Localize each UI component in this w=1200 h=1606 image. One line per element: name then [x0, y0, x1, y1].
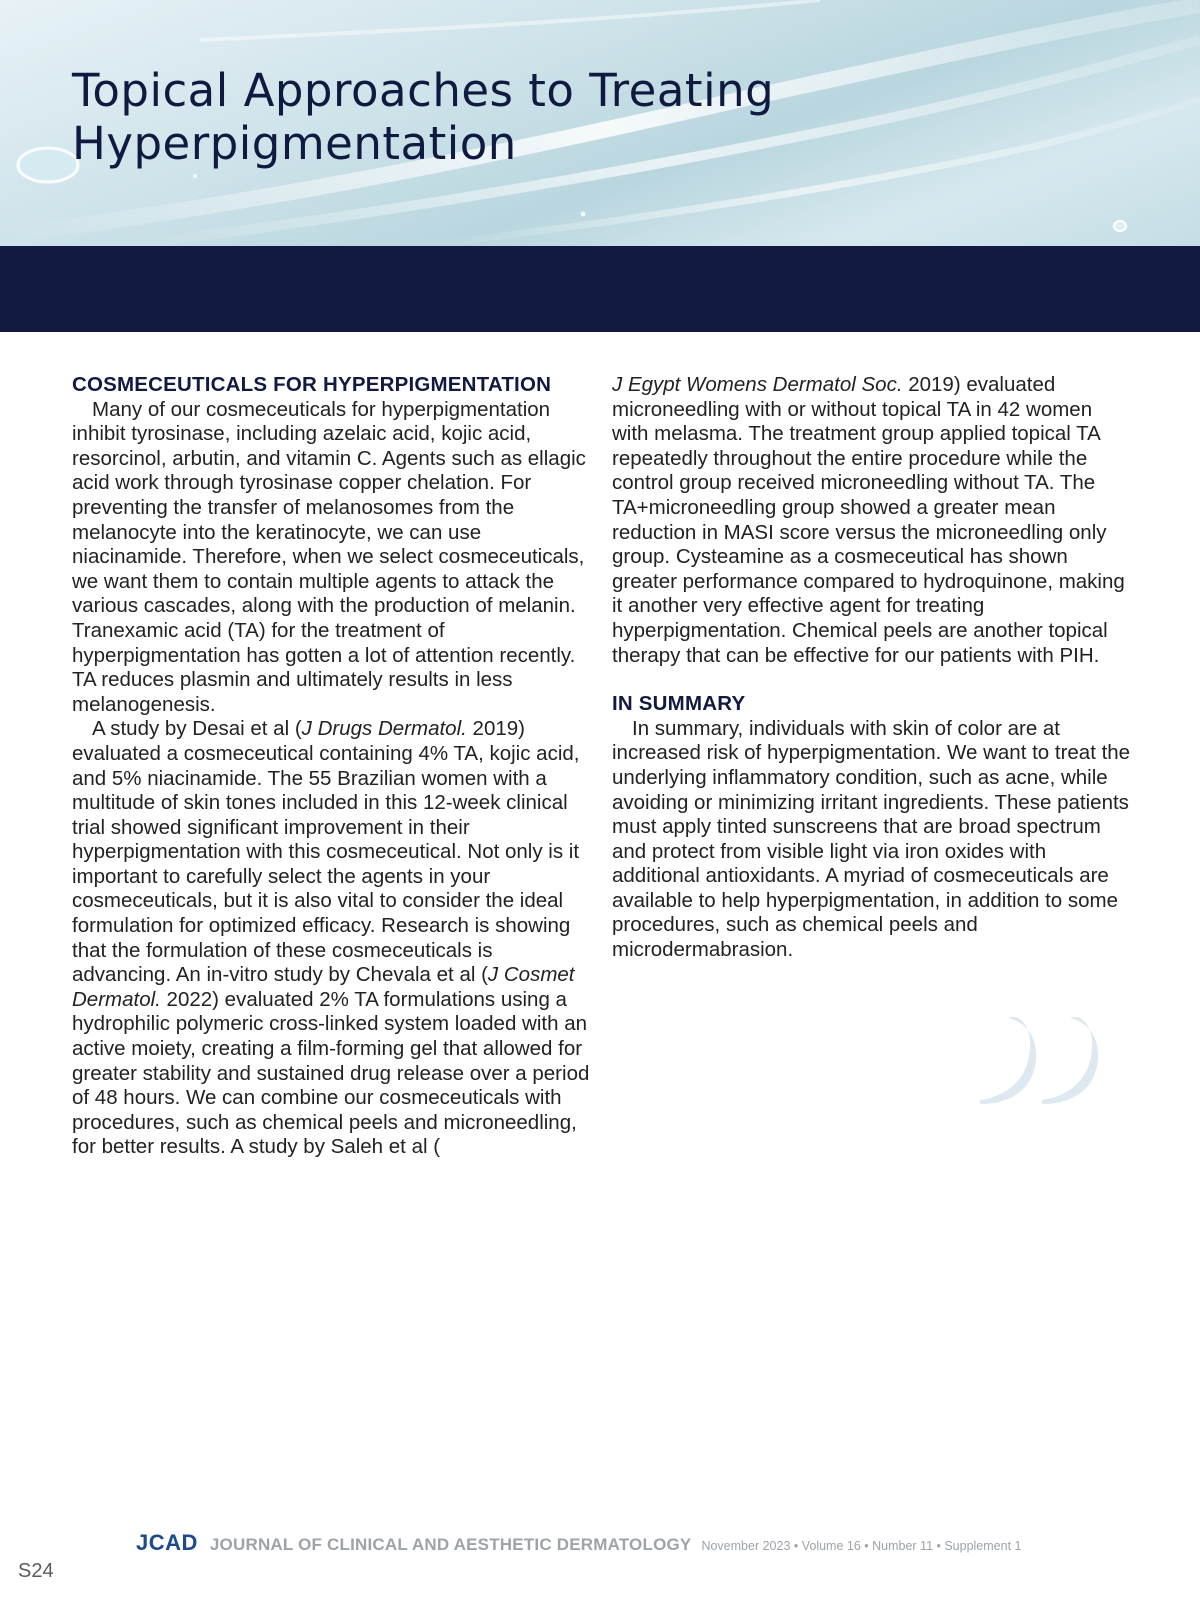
journal-footer [136, 1530, 1021, 1556]
closing-quote-icon [960, 1000, 1120, 1140]
section-heading-summary: IN SUMMARY [612, 692, 746, 716]
title-underbar [0, 246, 1200, 332]
small-droplet-icon [1114, 221, 1126, 231]
title-line-2: Hyperpigmentation [72, 117, 517, 170]
issue-info: November 2023 • Volume 16 • Number 11 • Supplement 1 [701, 1539, 1022, 1553]
paragraph-cosmeceuticals-1: Many of our cosmeceuticals for hyperpigmentation inhibit tyrosinase, including azelaic acid, kojic acid, resorcinol, arbutin, and vitamin C. Agents such as ellagic acid work through tyrosinase copper chelation. For preventing the transfer of melanosomes from the melanocyte into the keratinocyte, we can use niacinamide. Therefore, when we select cosmeceuticals, we want them to contain multiple agents to attack the various cascades, along with the production of melanin. Tranexamic acid (TA) for the treatment of hyperpigmentation has gotten a lot of attention recently. TA reduces plasmin and ultimately results in less melanogenesis. [72, 397, 586, 716]
citation-journal: J Drugs Dermatol. [301, 717, 467, 741]
article-title [72, 64, 774, 170]
title-line-1: Topical Approaches to Treating [72, 64, 775, 117]
paragraph-cosmeceuticals-2: A study by Desai et al (J Drugs Dermatol. 2019) evaluated a cosmeceutical containing 4% TA, kojic acid, and 5% niacinamide. The 55 Brazilian women with a multitude of skin tones included in this 12-week clinical trial showed significant improvement in their hyperpigmentation with this cosmeceutical. Not only is it important to carefully select the agents in your cosmeceuticals, but it is also vital to consider the ideal formulation for optimized efficacy. Research is showing that the formulation of these cosmeceuticals is advancing. An in-vitro study by Chevala et al (J Cosmet Dermatol. 2022) evaluated 2% TA formulations using a hydrophilic polymeric cross-linked system loaded with an active moiety, creating a film-forming gel that allowed for greater stability and sustained drug release over a period of 48 hours. We can combine our cosmeceuticals with procedures, such as chemical peels and microneedling, for better results. A study by Saleh et al ( [72, 717, 590, 1159]
citation-journal: J Egypt Womens Dermatol Soc. [612, 373, 903, 396]
citation-journal: J Cosmet Dermatol. [72, 963, 575, 1011]
jcad-logo: JCAD [136, 1530, 198, 1555]
paragraph-cosmeceuticals-2-continued: J Egypt Womens Dermatol Soc. 2019) evaluated microneedling with or without topical TA in 42 women with melasma. The treatment group applied topical TA repeatedly throughout the entire procedure while the control group received microneedling without TA. The TA+microneedling group showed a greater mean reduction in MASI score versus the microneedling only group. Cysteamine as a cosmeceutical has shown greater performance compared to hydroquinone, making it another very effective agent for treating hyperpigmentation. Chemical peels are another topical therapy that can be effective for our patients with PIH. [612, 373, 1125, 667]
journal-name: JOURNAL OF CLINICAL AND AESTHETIC DERMATOLOGY [209, 1535, 692, 1554]
paragraph-summary: In summary, individuals with skin of color are at increased risk of hyperpigmentation. We want to treat the underlying inflammatory condition, such as acne, while avoiding or minimizing irritant ingredients. These patients must apply tinted sunscreens that are broad spectrum and protect from visible light via iron oxides with additional antioxidants. A myriad of cosmeceuticals are available to help hyperpigmentation, in addition to some procedures, such as chemical peels and microdermabrasion. [612, 716, 1131, 962]
section-heading-cosmeceuticals: COSMECEUTICALS FOR HYPERPIGMENTATION [72, 373, 552, 396]
left-column [72, 373, 592, 1160]
water-droplet-icon [18, 148, 78, 182]
right-column [612, 373, 1132, 963]
header-banner [0, 0, 1200, 246]
page-number: S24 [18, 1560, 54, 1582]
